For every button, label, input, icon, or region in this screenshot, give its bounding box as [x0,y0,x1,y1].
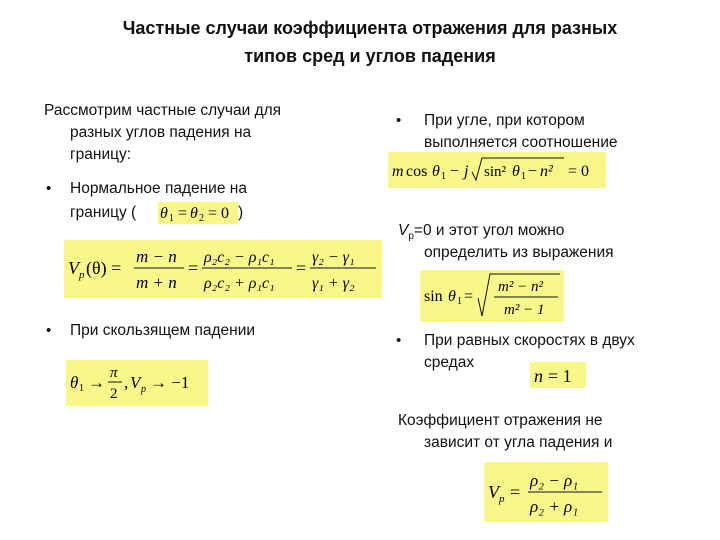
vp-zero-rest: =0 и этот угол можно [413,222,565,239]
svg-text:→: → [88,373,105,392]
formula-vp-normal [64,240,382,298]
svg-text:= 1: = 1 [548,366,572,386]
svg-text:γ₂ − γ₁: γ₂ − γ₁ [312,249,355,266]
title-line-2: типов сред и углов падения [244,46,496,66]
bullet-grazing: • [46,322,52,339]
svg-text:=: = [208,205,218,222]
svg-text:p: p [79,269,85,281]
equal-line-1: При равных скоростях в двух [424,332,635,349]
svg-text:1: 1 [169,213,174,224]
intro-line-1: Рассмотрим частные случаи для [44,102,282,119]
normal-line-2-suffix: ) [238,204,244,221]
svg-text:m: m [392,163,404,180]
bullet-normal: • [46,180,52,197]
svg-text:0: 0 [221,205,229,222]
intro-line-2: разных углов падения на [70,124,252,141]
formula-grazing [66,360,208,406]
grazing-text: При скользящем падении [70,322,256,339]
formula-brewster [388,152,606,188]
svg-text:p: p [499,493,505,505]
svg-text:ρ₂ + ρ₁: ρ₂ + ρ₁ [530,497,579,516]
intro-line-3: границу: [70,146,132,163]
svg-text:θ: θ [432,163,440,180]
svg-text:1: 1 [457,296,462,307]
svg-text:π: π [110,365,118,381]
svg-text:sin: sin [424,288,443,305]
svg-text:V: V [68,258,79,278]
vp-symbol: V [398,222,409,239]
svg-text:→ −1: → −1 [150,373,190,392]
svg-text:=: = [510,482,521,502]
title-line-1: Частные случаи коэффициента отражения для разных [122,18,618,38]
formula-normal-angles [158,202,238,224]
svg-text:θ: θ [70,373,79,392]
svg-text:V: V [488,482,499,502]
svg-text:(θ) =: (θ) = [86,258,122,278]
indep-line-1: Коэффициент отражения не [398,412,603,429]
svg-text:1: 1 [79,383,84,394]
svg-text:=: = [178,205,188,222]
vp-zero-line-2: определить из выражения [424,244,614,261]
bullet-equal: • [396,332,402,349]
svg-text:=: = [296,258,307,278]
vp-sub: p [408,231,414,243]
svg-text:m² − n²: m² − n² [498,279,543,295]
svg-text:2: 2 [199,213,204,224]
svg-text:ρ₂c₂ + ρ₁c₁: ρ₂c₂ + ρ₁c₁ [204,275,275,292]
svg-text:θ: θ [160,205,168,222]
svg-text:cos: cos [406,163,428,180]
svg-text:θ: θ [512,163,520,180]
svg-text:j: j [464,163,469,180]
svg-text:= 0: = 0 [568,163,590,180]
svg-text:V: V [130,373,141,392]
normal-line-1: Нормальное падение на [70,180,247,197]
svg-text:γ₁ + γ₂: γ₁ + γ₂ [312,275,355,292]
svg-text:θ: θ [190,205,198,222]
svg-text:−: − [528,163,538,180]
formula-n-equals-1 [530,362,586,388]
svg-text:,: , [124,373,129,392]
svg-text:=: = [464,288,474,305]
angle-line-2: выполняется соотношение [424,134,618,151]
svg-text:−: − [450,163,460,180]
svg-text:n²: n² [540,163,553,180]
svg-text:m² − 1: m² − 1 [504,302,545,318]
equal-line-2: средах [424,354,475,371]
formula-vp-density [484,462,608,522]
svg-text:m + n: m + n [136,273,177,292]
svg-text:1: 1 [441,171,446,182]
formula-sin-angle [420,270,564,322]
indep-line-2: зависит от угла падения и [424,434,613,451]
svg-text:m − n: m − n [136,247,177,266]
svg-text:2: 2 [110,386,118,402]
svg-text:θ: θ [448,288,456,305]
svg-text:sin²: sin² [484,164,507,180]
angle-line-1: При угле, при котором [424,112,585,129]
svg-text:1: 1 [521,171,526,182]
normal-line-2-prefix: границу ( [70,204,137,221]
svg-text:=: = [188,258,199,278]
svg-text:n: n [534,366,543,386]
bullet-angle: • [396,112,402,129]
svg-text:p: p [141,384,146,395]
svg-text:ρ₂ − ρ₁: ρ₂ − ρ₁ [530,471,579,490]
slide-title [40,14,700,70]
svg-text:ρ₂c₂ − ρ₁c₁: ρ₂c₂ − ρ₁c₁ [204,249,275,266]
